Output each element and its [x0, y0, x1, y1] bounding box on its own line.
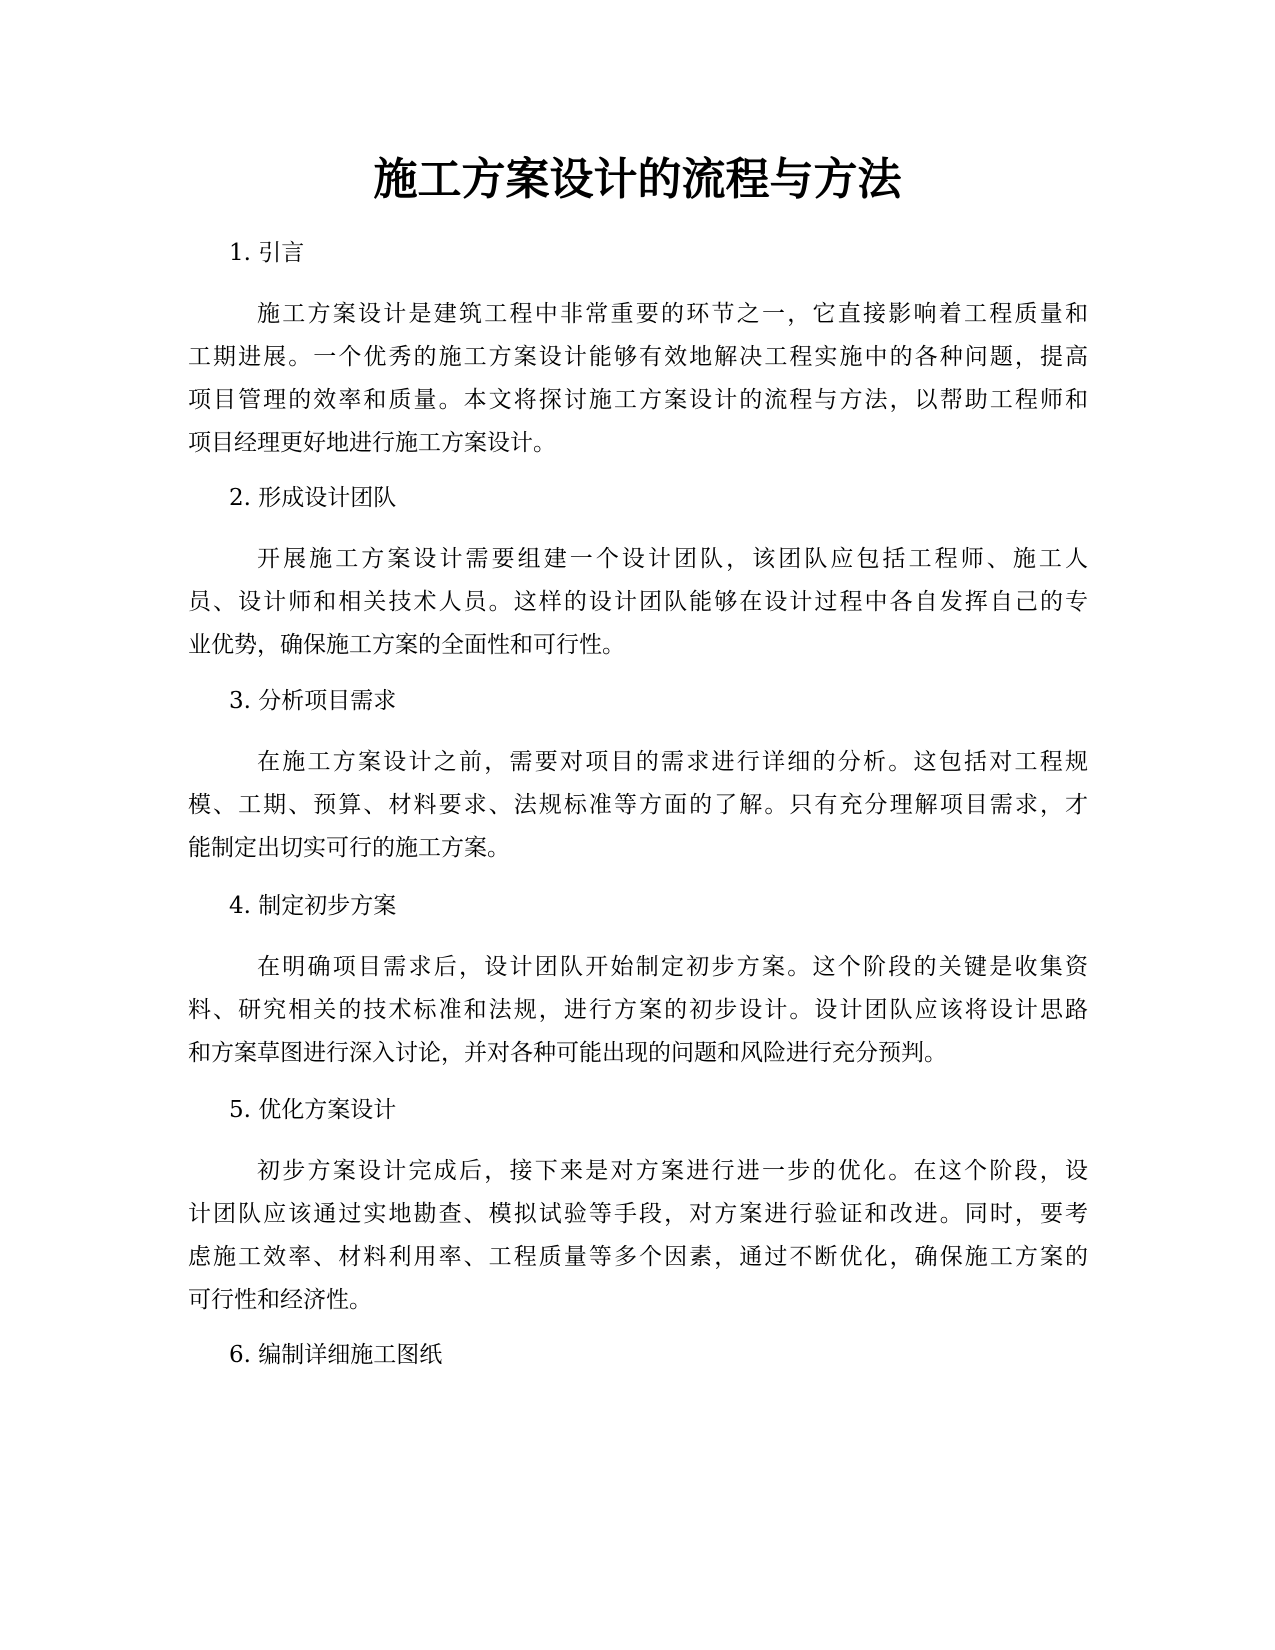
section-heading-4: 4. 制定初步方案 [229, 893, 397, 919]
paragraph-line: 员、设计师和相关技术人员。这样的设计团队能够在设计过程中各自发挥自己的专 [188, 589, 1088, 615]
paragraph-line: 虑施工效率、材料利用率、工程质量等多个因素，通过不断优化，确保施工方案的 [188, 1244, 1088, 1270]
paragraph-line: 在施工方案设计之前，需要对项目的需求进行详细的分析。这包括对工程规 [257, 749, 1088, 775]
paragraph-line: 和方案草图进行深入讨论，并对各种可能出现的问题和风险进行充分预判。 [188, 1040, 947, 1066]
paragraph-line: 业优势，确保施工方案的全面性和可行性。 [188, 632, 625, 658]
paragraph-line: 计团队应该通过实地勘查、模拟试验等手段，对方案进行验证和改进。同时，要考 [188, 1201, 1088, 1227]
paragraph-line: 模、工期、预算、材料要求、法规标准等方面的了解。只有充分理解项目需求，才 [188, 792, 1088, 818]
paragraph-line: 开展施工方案设计需要组建一个设计团队，该团队应包括工程师、施工人 [257, 546, 1088, 572]
section-heading-2: 2. 形成设计团队 [229, 485, 397, 511]
paragraph-line: 施工方案设计是建筑工程中非常重要的环节之一，它直接影响着工程质量和 [257, 301, 1088, 327]
paragraph-line: 料、研究相关的技术标准和法规，进行方案的初步设计。设计团队应该将设计思路 [188, 997, 1088, 1023]
paragraph-line: 在明确项目需求后，设计团队开始制定初步方案。这个阶段的关键是收集资 [257, 954, 1088, 980]
section-heading-5: 5. 优化方案设计 [229, 1097, 397, 1123]
section-paragraph-1 [188, 293, 1088, 465]
section-paragraph-2 [188, 538, 1088, 667]
document-title: 施工方案设计的流程与方法 [373, 154, 902, 205]
section-heading-3: 3. 分析项目需求 [229, 688, 397, 714]
paragraph-line: 项目经理更好地进行施工方案设计。 [188, 430, 556, 456]
paragraph-line: 工期进展。一个优秀的施工方案设计能够有效地解决工程实施中的各种问题，提高 [188, 344, 1088, 370]
paragraph-line: 项目管理的效率和质量。本文将探讨施工方案设计的流程与方法，以帮助工程师和 [188, 387, 1088, 413]
section-paragraph-5 [188, 1150, 1088, 1322]
section-heading-6: 6. 编制详细施工图纸 [229, 1342, 443, 1368]
section-paragraph-4 [188, 946, 1088, 1075]
section-paragraph-3 [188, 741, 1088, 870]
section-heading-1: 1. 引言 [229, 240, 305, 266]
paragraph-line: 可行性和经济性。 [188, 1287, 372, 1313]
paragraph-line: 初步方案设计完成后，接下来是对方案进行进一步的优化。在这个阶段，设 [257, 1158, 1088, 1184]
paragraph-line: 能制定出切实可行的施工方案。 [188, 835, 510, 861]
